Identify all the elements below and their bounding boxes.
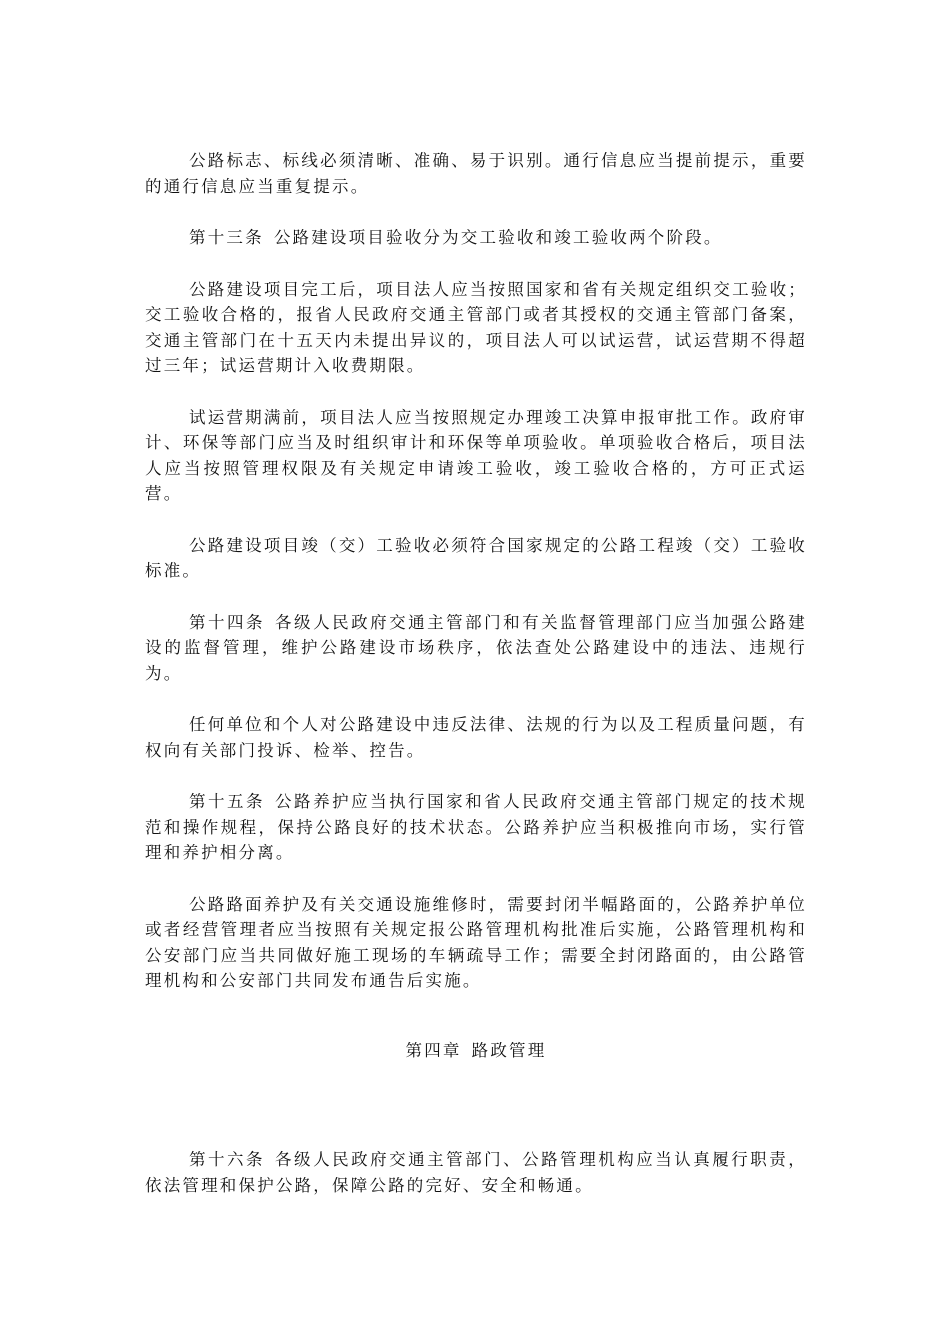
- paragraph-text: 公路路面养护及有关交通设施维修时，需要封闭半幅路面的，公路养护单位或者经营管理者应当按照有关规定报公路管理机构批准后实施，公路管理机构和公安部门应当共同做好施工现场的车辆疏导工作；需要全封闭路面的，由公路管理机构和公安部门共同发布通告后实施。: [145, 894, 807, 990]
- paragraph-text: 公路建设项目竣（交）工验收必须符合国家规定的公路工程竣（交）工验收标准。: [145, 535, 807, 580]
- article-16: [145, 1147, 807, 1198]
- paragraph: [145, 148, 807, 199]
- article-number: 第十六条: [189, 1150, 266, 1169]
- article-number: 第十四条: [189, 612, 266, 632]
- paragraph-text: 公路建设项目完工后，项目法人应当按照国家和省有关规定组织交工验收；交工验收合格的，报省人民政府交通主管部门或者其授权的交通主管部门备案，交通主管部门在十五天内未提出异议的，项目法人可以试运营，试运营期不得超过三年；试运营期计入收费期限。: [145, 279, 807, 375]
- article-15: [145, 789, 807, 866]
- paragraph: [145, 712, 807, 763]
- paragraph: [145, 277, 807, 379]
- chapter-heading: [145, 1038, 807, 1064]
- chapter-title: 路政管理: [471, 1040, 547, 1060]
- paragraph: [145, 533, 807, 584]
- paragraph-text: 公路建设项目验收分为交工验收和竣工验收两个阶段。: [273, 228, 723, 247]
- article-number: 第十五条: [189, 792, 266, 811]
- paragraph-text: 各级人民政府交通主管部门和有关监督管理部门应当加强公路建设的监督管理，维护公路建设市场秩序，依法查处公路建设中的违法、违规行为。: [145, 612, 807, 683]
- article-number: 第十三条: [189, 228, 264, 247]
- chapter-number: 第四章: [405, 1040, 462, 1060]
- paragraph: [145, 892, 807, 994]
- paragraph-text: 公路标志、标线必须清晰、准确、易于识别。通行信息应当提前提示，重要的通行信息应当重复提示。: [145, 151, 807, 196]
- paragraph-text: 任何单位和个人对公路建设中违反法律、法规的行为以及工程质量问题，有权向有关部门投诉、检举、控告。: [145, 715, 807, 760]
- paragraph-text: 公路养护应当执行国家和省人民政府交通主管部门规定的技术规范和操作规程，保持公路良好的技术状态。公路养护应当积极推向市场，实行管理和养护相分离。: [145, 792, 807, 862]
- article-13: [145, 225, 807, 251]
- article-14: [145, 610, 807, 687]
- paragraph-text: 各级人民政府交通主管部门、公路管理机构应当认真履行职责，依法管理和保护公路，保障公路的完好、安全和畅通。: [145, 1150, 807, 1195]
- paragraph-text: 试运营期满前，项目法人应当按照规定办理竣工决算申报审批工作。政府审计、环保等部门应当及时组织审计和环保等单项验收。单项验收合格后，项目法人应当按照管理权限及有关规定申请竣工验收，竣工验收合格的，方可正式运营。: [145, 407, 807, 503]
- document-page: [145, 148, 807, 1224]
- paragraph: [145, 405, 807, 507]
